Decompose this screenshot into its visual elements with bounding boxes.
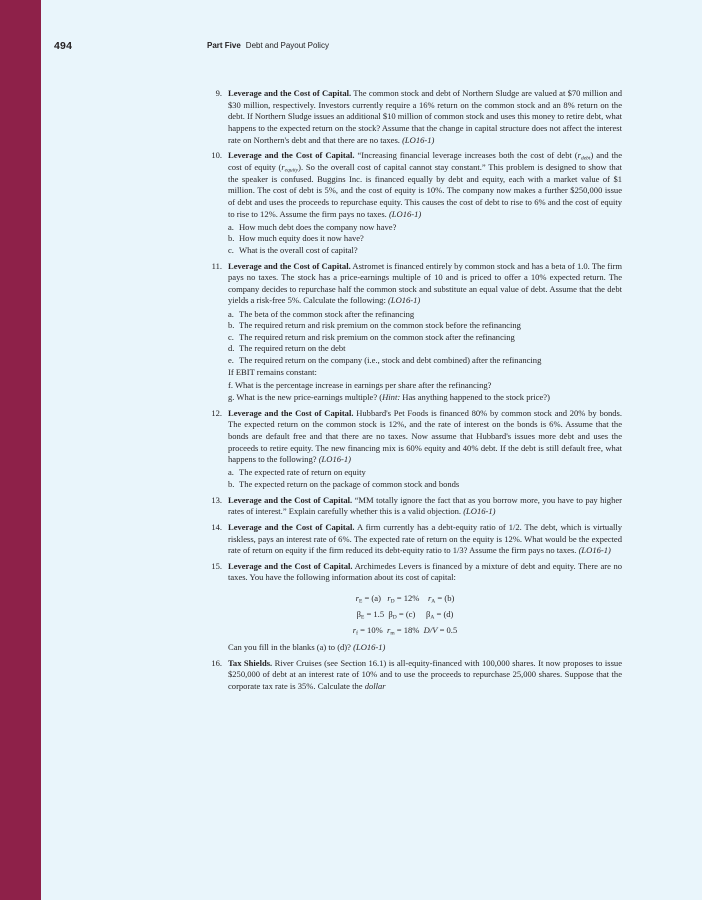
problem-list: [206, 88, 622, 697]
problem-10: [206, 150, 622, 256]
sub-question-b: b. The required return and risk premium on the common stock before the refinancing: [228, 320, 521, 331]
running-header: [0, 40, 702, 54]
page-spine: [0, 0, 41, 900]
learning-objective: (LO16-1): [578, 545, 611, 556]
problem-text: The common stock and debt of Northern Sludge are valued at $70 million and $30 million, respectively. Investors currently require a 16% return on the common stock and an 8% return on the debt. If Northern Sludge issues an additional $10 million of common stock and uses this money to retire debt, what happens to the expected return on the stock? Assume that the change in capital structure does not affect the interest rate on Northern's debt and that there are no taxes.: [228, 88, 623, 145]
problem-number: 13.: [211, 494, 222, 505]
sub-questions: [228, 467, 622, 490]
sub-question-a: a. How much debt does the company now have?: [228, 221, 397, 232]
ebit-condition: If EBIT remains constant:: [228, 366, 317, 377]
sub-questions: [228, 309, 622, 367]
problem-text: “Increasing financial leverage increases both the cost of debt (: [357, 150, 578, 161]
equation-row-returns: $r_E = (a)$ $r_D = 12\%$ $r_A = (b)$: [355, 593, 455, 605]
cost-of-capital-equations: [228, 590, 622, 638]
problem-text: ). So the overall cost of capital cannot stay constant.” This problem is designed to show that the speaker is confused. Buggins Inc. is financed equally by debt and equity, each with a market value of $1 million. The cost of debt is 5%, and the cost of equity is 10%. The company now makes a further $250,000 issue of debt and uses the proceeds to repurchase equity. This causes the cost of debt to rise to 6% and the cost of equity to rise to 12%. Assume the firm pays no taxes.: [228, 161, 622, 219]
sub-question-e: e. The required return on the company (i.e., stock and debt combined) after the refinancing: [228, 355, 542, 365]
problem-16: [206, 658, 622, 693]
problem-text: “MM totally ignore the fact that as you borrow more, you have to pay higher rates of interest.” Explain carefully whether this is a valid objection.: [228, 494, 622, 517]
problem-title: Leverage and the Cost of Capital.: [228, 560, 353, 571]
problem-9: [206, 88, 622, 146]
sub-question-a: a. The expected rate of return on equity: [228, 467, 366, 478]
problem-text: Astromet is financed entirely by common stock and has a beta of 1.0. The firm pays no taxes. The stock has a price-earnings multiple of 10 and is priced to offer a 10% expected return. The company decides to repurchase half the common stock and substitute an equal value of debt. Assume that the debt yields a risk-free 5%. Calculate the following:: [228, 260, 622, 306]
sub-question-c: c. What is the overall cost of capital?: [228, 244, 358, 255]
sub-question-f: f. What is the percentage increase in earnings per share after the refinancing?: [228, 380, 492, 391]
page-number: 494: [54, 40, 73, 52]
problem-12: [206, 408, 622, 491]
learning-objective: (LO16-1): [353, 642, 386, 653]
problem-text: River Cruises (see Section 16.1) is all-equity-financed with 100,000 shares. It now proposes to issue $250,000 of debt at an interest rate of 10% and to use the proceeds to repurchase 25,000 shares. Suppose that the corporate tax rate is 35%. Calculate the: [228, 657, 622, 692]
learning-objective: (LO16-1): [318, 454, 351, 465]
problem-text: ) and the cost of equity (: [228, 150, 622, 172]
learning-objective: (LO16-1): [387, 295, 421, 306]
problem-number: 9.: [215, 88, 222, 98]
sub-question-g: g. What is the new price-earnings multiple? (Hint: Has anything happened to the stock price?): [228, 391, 550, 402]
problem-number: 14.: [211, 521, 222, 532]
sub-question-d: d. The required return on the debt: [228, 343, 346, 354]
problem-number: 16.: [211, 657, 222, 668]
chapter-title: Debt and Payout Policy: [245, 41, 329, 50]
emphasis-word: dollar: [364, 681, 386, 692]
problem-text: Hubbard's Pet Foods is financed 80% by common stock and 20% by bonds. The expected return on the common stock is 12%, and the rate of interest on the bonds is 6%. Assume that the bonds are default free and that there are no taxes. Now assume that Hubbard's issues more debt and uses the proceeds to retire equity. The new financing mix is 60% equity and 40% debt. If the debt is still default free, what happens to the following?: [228, 407, 622, 465]
problem-title: Leverage and the Cost of Capital.: [228, 494, 353, 505]
problem-question: Can you fill in the blanks (a) to (d)? (LO16-1): [228, 642, 386, 653]
sub-question-c: c. The required return and risk premium on the common stock after the refinancing: [228, 331, 515, 342]
running-title: [207, 41, 329, 50]
problem-11: [206, 261, 622, 404]
problem-title: Tax Shields.: [228, 657, 273, 668]
sub-question-a: a. The beta of the common stock after the refinancing: [228, 308, 415, 319]
problem-title: Leverage and the Cost of Capital.: [228, 521, 355, 532]
sub-question-b: b. How much equity does it now have?: [228, 233, 364, 244]
problem-number: 11.: [211, 260, 222, 271]
problem-title: Leverage and the Cost of Capital.: [228, 260, 351, 271]
equation-row-betas: $\beta_E = 1.5$ $\beta_D = (c)$ $\beta_A = (d)$: [356, 609, 454, 621]
symbol-r-equity: $r_{equity}$: [281, 161, 299, 174]
part-label: Part Five: [207, 41, 241, 50]
problem-text: A firm currently has a debt-equity ratio of 1/2. The debt, which is virtually riskless, pays an interest rate of 6%. The expected rate of return on the equity is 12%. What would be the expected rate of return on equity if the firm reduced its debt-equity ratio to 1/3? Assume the firm pays no taxes.: [228, 521, 623, 556]
problem-text: Archimedes Levers is financed by a mixture of debt and equity. There are no taxes. You have the following information about its cost of capital:: [228, 560, 623, 583]
symbol-r-debt: $r_{debt}$: [577, 150, 591, 162]
problem-title: Leverage and the Cost of Capital.: [228, 150, 355, 161]
problem-title: Leverage and the Cost of Capital.: [228, 88, 352, 98]
problem-number: 15.: [211, 560, 222, 571]
problem-title: Leverage and the Cost of Capital.: [228, 407, 354, 418]
problem-13: [206, 495, 622, 518]
problem-14: [206, 522, 622, 557]
problem-15: [206, 561, 622, 654]
sub-question-b: b. The expected return on the package of common stock and bonds: [228, 478, 460, 489]
learning-objective: (LO16-1): [463, 506, 496, 517]
sub-questions: [228, 222, 622, 257]
equation-row-market: $r_f = 10\%$ $r_m = 18\%$ D/V = 0.5: [352, 625, 458, 637]
hint-label: Hint:: [382, 391, 401, 402]
problem-number: 10.: [211, 150, 222, 161]
learning-objective: (LO16-1): [388, 208, 422, 219]
learning-objective: (LO16-1): [402, 134, 435, 145]
problem-number: 12.: [211, 407, 222, 418]
